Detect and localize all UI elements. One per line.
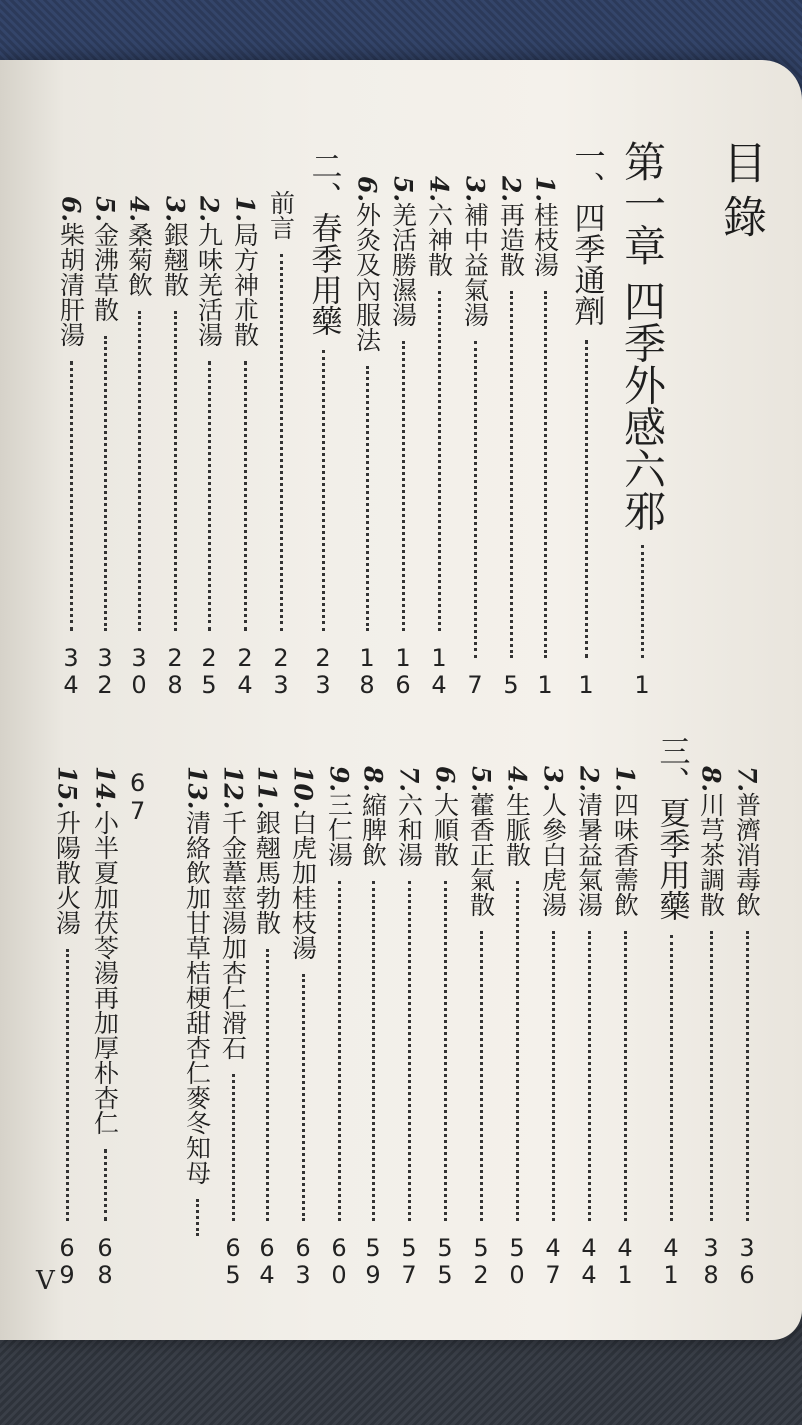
toc-entry[interactable] <box>324 766 354 1290</box>
dot-leader <box>552 931 555 1221</box>
toc-entry-number: 2. <box>194 196 224 223</box>
toc-entry-number: 2. <box>574 766 604 793</box>
dot-leader <box>104 336 107 631</box>
toc-entry-page: 7 <box>467 671 483 700</box>
toc-entry[interactable] <box>574 766 604 1290</box>
toc-entry[interactable] <box>160 196 190 700</box>
toc-entry-number: 1. <box>530 176 560 203</box>
dot-leader <box>480 931 483 1221</box>
dot-leader <box>138 311 141 631</box>
toc-entry[interactable] <box>352 176 382 700</box>
toc-entry[interactable] <box>90 766 120 1290</box>
toc-entry[interactable] <box>430 766 460 1290</box>
toc-entry-number: 4. <box>502 766 532 793</box>
dot-leader <box>444 881 447 1221</box>
toc-entry-page: 2 8 <box>167 643 183 700</box>
toc-entry-label: 千金葦莖湯加杏仁滑石 <box>218 809 248 1060</box>
dot-leader <box>474 341 477 658</box>
toc-entry-label: 羌活勝濕湯 <box>388 202 418 328</box>
dot-leader <box>208 361 211 631</box>
toc-entry-page: 2 5 <box>201 643 217 700</box>
toc-entry[interactable] <box>538 766 568 1290</box>
toc-entry-number: 10. <box>288 766 318 810</box>
toc-entry-page: 6 4 <box>259 1233 275 1290</box>
toc-entry-page: 6 0 <box>331 1233 347 1290</box>
toc-entry-page: 3 6 <box>739 1233 755 1290</box>
toc-entry-page: 2 3 <box>315 643 331 700</box>
toc-entry-number: 8. <box>696 766 726 793</box>
toc-entry[interactable] <box>424 176 454 700</box>
dot-leader <box>280 254 283 631</box>
toc-entry-page: 1 6 <box>395 643 411 700</box>
dot-leader <box>302 974 305 1221</box>
dot-leader <box>510 291 513 658</box>
dot-leader <box>670 935 673 1221</box>
toc-entry[interactable] <box>696 766 726 1290</box>
toc-entry[interactable] <box>530 176 560 700</box>
toc-entry[interactable] <box>90 196 120 700</box>
toc-entry[interactable] <box>304 150 342 700</box>
toc-entry-number: 4. <box>124 196 154 223</box>
toc-entry-number: 3. <box>160 196 190 223</box>
toc-entry-label: 小半夏加茯苓湯再加厚朴杏仁 <box>90 809 120 1135</box>
toc-entry[interactable] <box>288 766 318 1290</box>
footer-page-number: V <box>36 1266 55 1296</box>
toc-entry-page: 4 7 <box>545 1233 561 1290</box>
toc-entry-number: 5. <box>466 766 496 793</box>
toc-entry[interactable] <box>124 196 154 700</box>
toc-entry-label: 藿香正氣散 <box>466 792 496 918</box>
toc-entry-page: 5 2 <box>473 1233 489 1290</box>
toc-entry[interactable] <box>182 766 212 1250</box>
toc-entry-label: 六和湯 <box>394 792 424 868</box>
page-title: 目錄 <box>715 140 766 248</box>
toc-entry-page: 1 4 <box>431 643 447 700</box>
dot-leader <box>372 881 375 1221</box>
dot-leader <box>244 361 247 631</box>
toc-entry[interactable] <box>252 766 282 1290</box>
toc-entry[interactable] <box>618 140 666 700</box>
toc-entry[interactable] <box>194 196 224 700</box>
toc-entry-page: 2 3 <box>273 643 289 700</box>
toc-entry-label: 外灸及內服法 <box>352 202 382 353</box>
toc-entry-page: 3 4 <box>63 643 79 700</box>
dot-leader <box>174 311 177 631</box>
toc-entry-number: 4. <box>424 176 454 203</box>
toc-entry-page: 6 9 <box>59 1233 75 1290</box>
toc-entry-label: 補中益氣湯 <box>460 202 490 328</box>
toc-entry[interactable] <box>732 766 762 1290</box>
toc-entry-label: 六神散 <box>424 202 454 278</box>
toc-entry-label: 桂枝湯 <box>530 202 560 278</box>
toc-entry-label: 人參白虎湯 <box>538 792 568 918</box>
toc-entry[interactable] <box>610 766 640 1290</box>
toc-entry-label: 銀翹馬勃散 <box>252 809 282 935</box>
toc-entry-label: 第一章 四季外感六邪 <box>618 140 667 532</box>
toc-entry-label: 再造散 <box>496 202 526 278</box>
dot-leader <box>402 341 405 631</box>
toc-entry[interactable] <box>566 140 606 700</box>
dot-leader <box>66 949 69 1221</box>
toc-entry[interactable] <box>266 190 296 700</box>
toc-entry-label: 局方神朮散 <box>230 222 260 348</box>
toc-entry[interactable] <box>652 735 690 1290</box>
toc-entry-page: 5 9 <box>365 1233 381 1290</box>
toc-entry-page: 6 5 <box>225 1233 241 1290</box>
toc-entry-label: 清絡飲加甘草桔梗甜杏仁麥冬知母 <box>182 809 212 1185</box>
toc-entry-label: 柴胡清肝湯 <box>56 222 86 348</box>
dot-leader <box>322 350 325 631</box>
toc-entry-page: 3 8 <box>703 1233 719 1290</box>
toc-entry[interactable] <box>394 766 424 1290</box>
toc-entry-page: 1 <box>578 671 594 700</box>
toc-entry-label: 前言 <box>266 190 296 240</box>
toc-entry-label: 川芎茶調散 <box>696 792 726 918</box>
toc-entry-label: 四味香薷飲 <box>610 792 640 918</box>
toc-entry-page-previous: 6 7 <box>130 769 146 825</box>
toc-entry-label: 大順散 <box>430 792 460 868</box>
toc-entry-page: 5 <box>503 671 519 700</box>
toc-entry-page: 3 0 <box>131 643 147 700</box>
toc-entry[interactable] <box>230 196 260 700</box>
toc-entry[interactable] <box>502 766 532 1290</box>
toc-entry-number: 11. <box>252 766 282 810</box>
toc-entry-page: 5 7 <box>401 1233 417 1290</box>
toc-entry-number: 12. <box>218 766 248 810</box>
toc-entry-page: 1 8 <box>359 643 375 700</box>
toc-entry-label: 縮脾飲 <box>358 792 388 868</box>
dot-leader <box>196 1199 199 1237</box>
toc-entry-page: 5 5 <box>437 1233 453 1290</box>
toc-entry-label: 普濟消毒飲 <box>732 792 762 918</box>
toc-entry-label: 白虎加桂枝湯 <box>288 809 318 960</box>
toc-entry-number: 3. <box>538 766 568 793</box>
toc-entry[interactable] <box>460 176 490 700</box>
dot-leader <box>438 291 441 631</box>
toc-entry-label: 一、四季通劑 <box>568 140 605 326</box>
toc-entry-page: 4 1 <box>617 1233 633 1290</box>
toc-entry-number: 6. <box>56 196 86 223</box>
toc-entry-number: 8. <box>358 766 388 793</box>
dot-leader <box>710 931 713 1221</box>
dot-leader <box>516 881 519 1221</box>
dot-leader <box>624 931 627 1221</box>
dot-leader <box>746 931 749 1221</box>
toc-entry-number: 14. <box>90 766 120 810</box>
dot-leader <box>104 1149 107 1221</box>
dot-leader <box>232 1074 235 1221</box>
toc-entry[interactable] <box>218 766 248 1290</box>
toc-entry-number: 9. <box>324 766 354 793</box>
toc-entry-label: 九味羌活湯 <box>194 222 224 348</box>
dot-leader <box>266 949 269 1221</box>
toc-entry-page: 4 4 <box>581 1233 597 1290</box>
toc-entry-number: 13. <box>182 766 212 810</box>
toc-entry-number: 1. <box>230 196 260 223</box>
toc-entry-label: 升陽散火湯 <box>52 809 82 935</box>
toc-entry[interactable] <box>466 766 496 1290</box>
toc-entry-label: 清暑益氣湯 <box>574 792 604 918</box>
dot-leader <box>338 881 341 1221</box>
toc-entry-page: 3 2 <box>97 643 113 700</box>
toc-entry-number: 2. <box>496 176 526 203</box>
toc-entry[interactable] <box>358 766 388 1290</box>
toc-entry-page: 4 1 <box>663 1233 679 1290</box>
toc-entry-label: 銀翹散 <box>160 222 190 298</box>
toc-entry-number: 6. <box>352 176 382 203</box>
toc-entry-label: 二、春季用藥 <box>305 150 342 336</box>
toc-entry-page: 1 <box>537 671 553 700</box>
toc-entry-page: 6 8 <box>97 1233 113 1290</box>
toc-entry-number: 5. <box>90 196 120 223</box>
dot-leader <box>585 340 588 658</box>
toc-entry-number: 6. <box>430 766 460 793</box>
toc-entry-page: 6 3 <box>295 1233 311 1290</box>
dot-leader <box>641 545 644 658</box>
dot-leader <box>366 366 369 631</box>
toc-entry-number: 1. <box>610 766 640 793</box>
toc-entry-label: 生脈散 <box>502 792 532 868</box>
toc-entry-number: 7. <box>732 766 762 793</box>
toc-entry[interactable] <box>496 176 526 700</box>
toc-entry-page: 2 4 <box>237 643 253 700</box>
toc-entry-number: 15. <box>52 766 82 810</box>
toc-entry-label: 三仁湯 <box>324 792 354 868</box>
toc-entry-number: 5. <box>388 176 418 203</box>
toc-entry-page: 1 <box>634 671 650 700</box>
toc-entry-label: 金沸草散 <box>90 222 120 323</box>
toc-entry-label: 三、夏季用藥 <box>653 735 690 921</box>
toc-entry[interactable] <box>56 196 86 700</box>
toc-entry[interactable] <box>52 766 82 1290</box>
toc-entry[interactable] <box>388 176 418 700</box>
toc-entry-page: 5 0 <box>509 1233 525 1290</box>
toc-entry-number: 7. <box>394 766 424 793</box>
dot-leader <box>70 361 73 631</box>
dot-leader <box>588 931 591 1221</box>
dot-leader <box>408 881 411 1221</box>
dot-leader <box>544 291 547 658</box>
toc-entry-number: 3. <box>460 176 490 203</box>
toc-entry-label: 桑菊飲 <box>124 222 154 298</box>
